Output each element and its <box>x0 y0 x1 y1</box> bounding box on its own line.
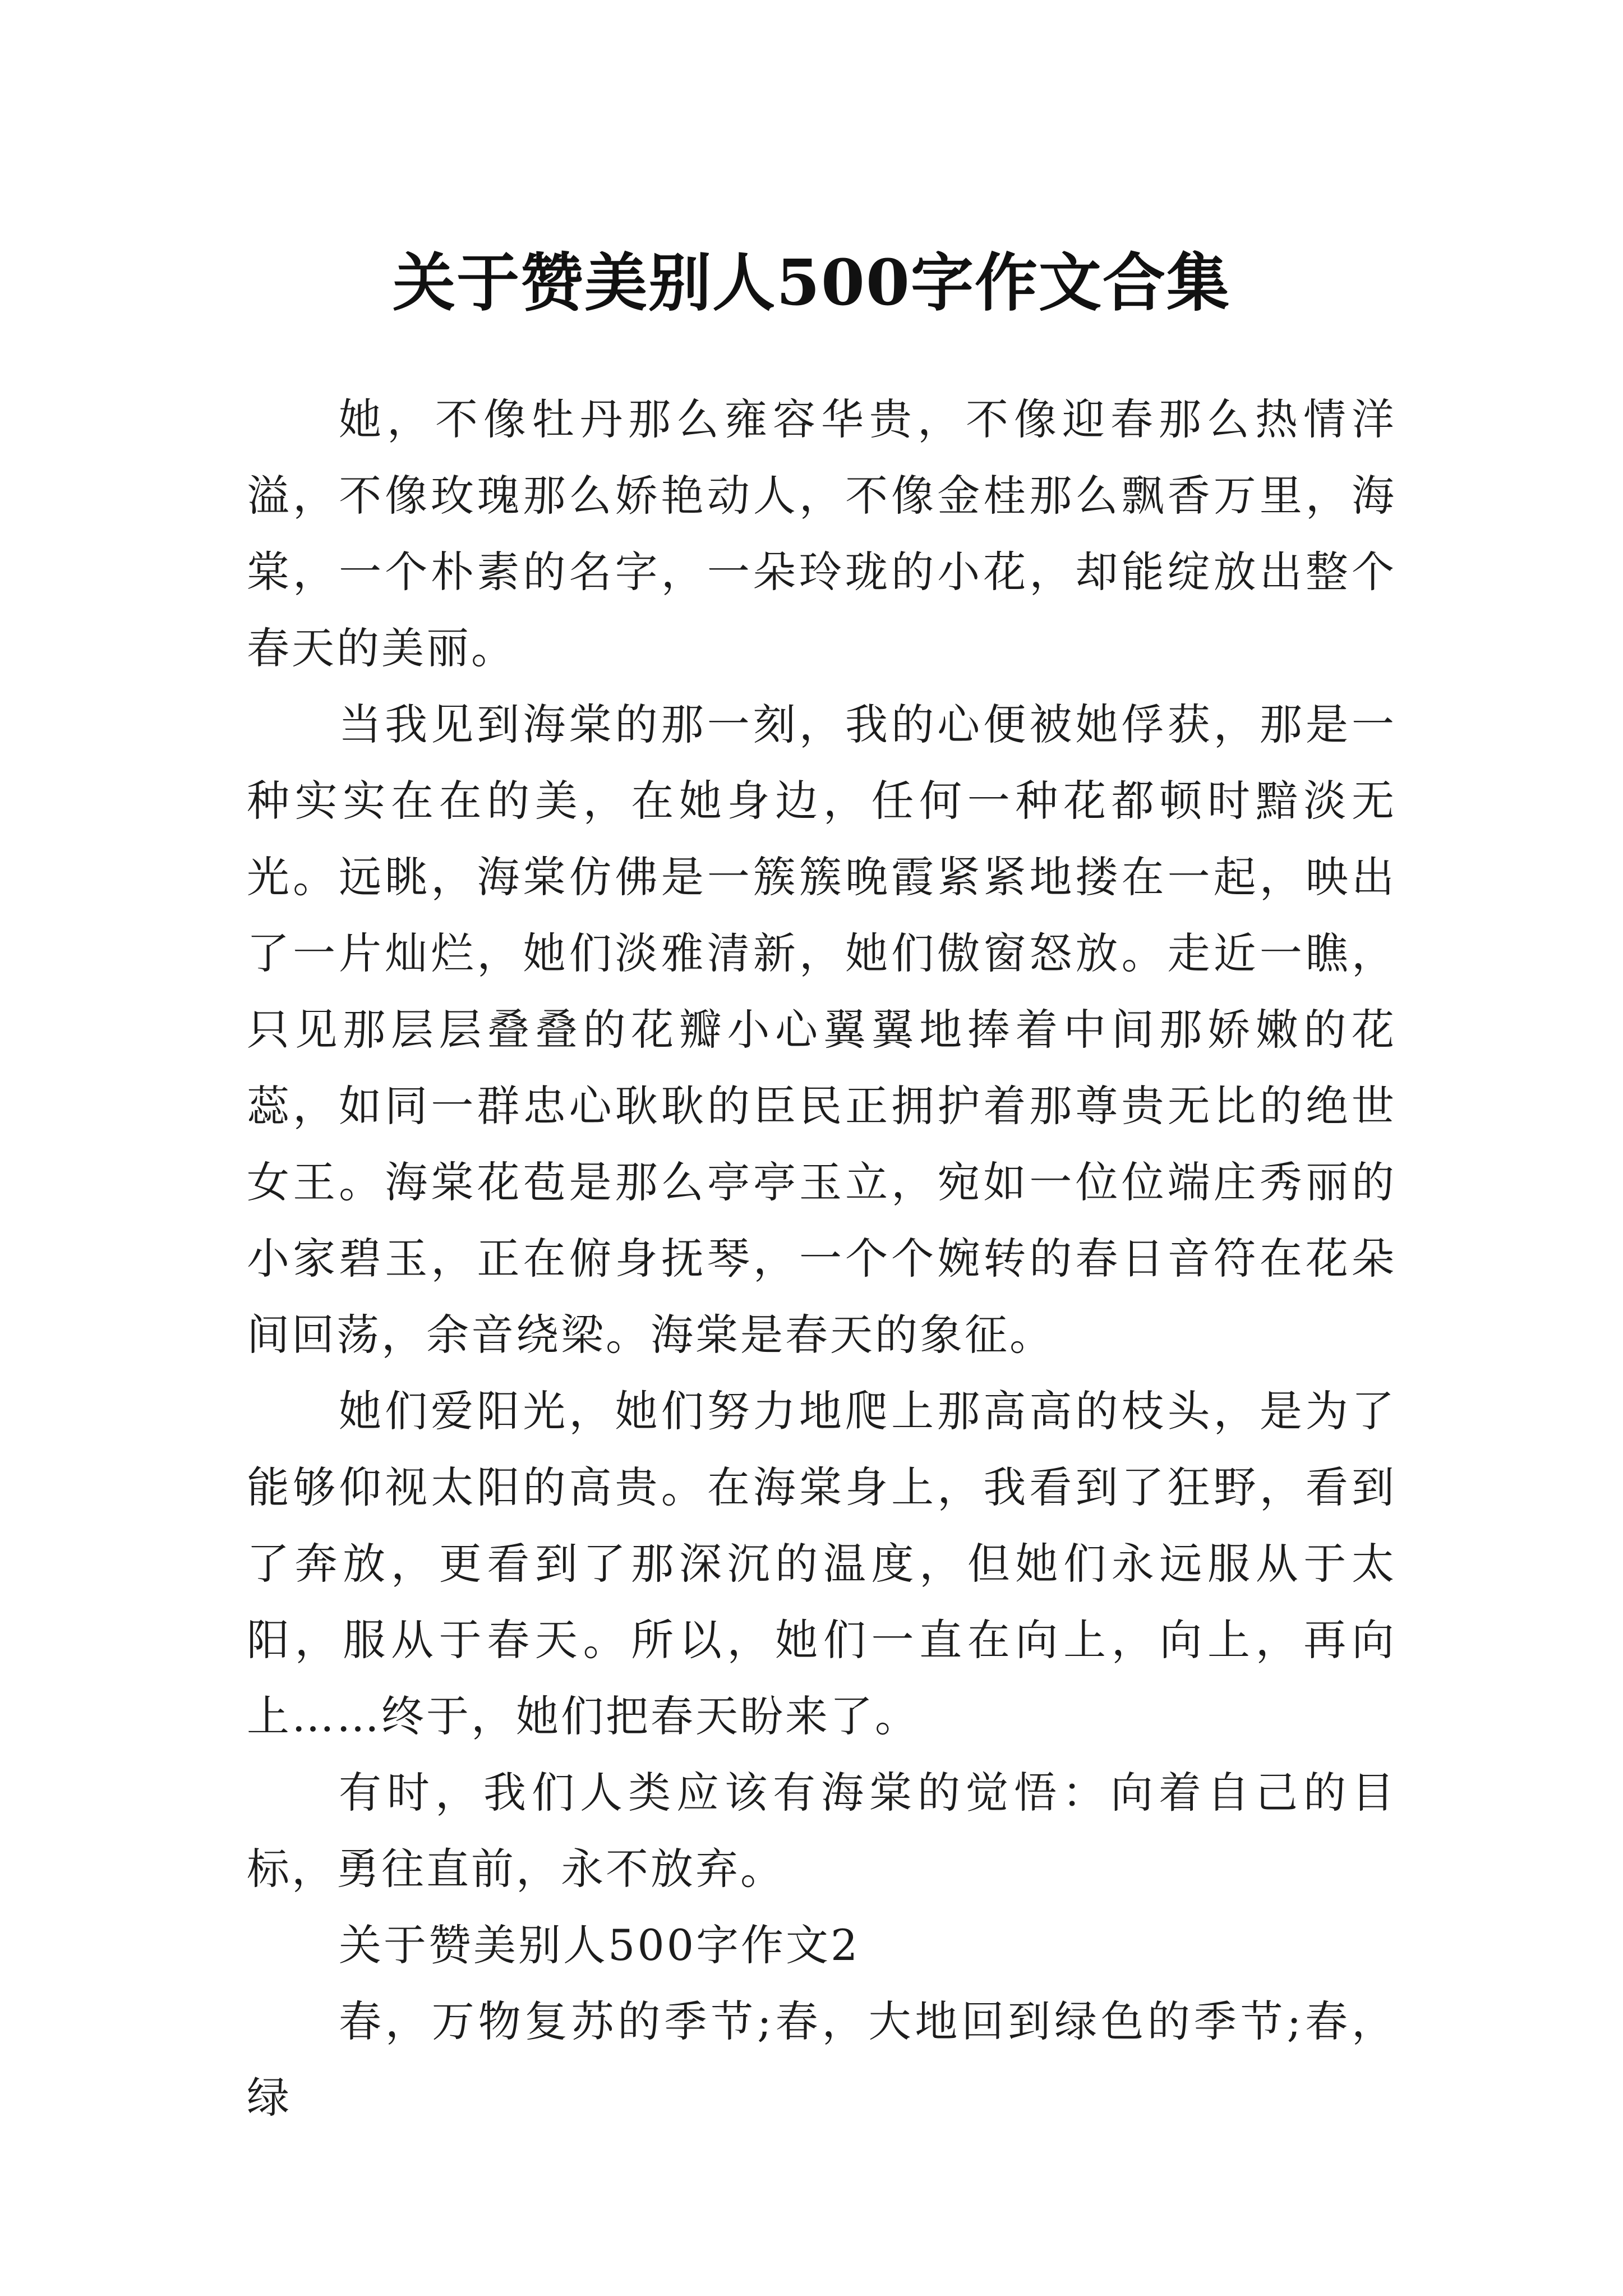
document-body <box>247 381 1396 2136</box>
paragraph-1: 她，不像牡丹那么雍容华贵，不像迎春那么热情洋溢，不像玫瑰那么娇艳动人，不像金桂那么飘香万里，海棠，一个朴素的名字，一朵玲珑的小花，却能绽放出整个春天的美丽。 <box>247 394 1396 673</box>
paragraph-3: 她们爱阳光，她们努力地爬上那高高的枝头，是为了能够仰视太阳的高贵。在海棠身上，我看到了狂野，看到了奔放，更看到了那深沉的温度，但她们永远服从于太阳，服从于春天。所以，她们一直在向上，向上，再向上……终于，她们把春天盼来了。 <box>247 1386 1396 1741</box>
paragraph-5: 春，万物复苏的季节;春，大地回到绿色的季节;春，绿 <box>247 1996 1396 2123</box>
paragraph-4: 有时，我们人类应该有海棠的觉悟：向着自己的目标，勇往直前，永不放弃。 <box>247 1768 1396 1894</box>
paragraph-2: 当我见到海棠的那一刻，我的心便被她俘获，那是一种实实在在的美，在她身边，任何一种花都顿时黯淡无光。远眺，海棠仿佛是一簇簇晚霞紧紧地搂在一起，映出了一片灿烂，她们淡雅清新，她们傲窗怒放。走近一瞧，只见那层层叠叠的花瓣小心翼翼地捧着中间那娇嫩的花蕊，如同一群忠心耿耿的臣民正拥护着那尊贵无比的绝世女王。海棠花苞是那么亭亭玉立，宛如一位位端庄秀丽的小家碧玉，正在俯身抚琴，一个个婉转的春日音符在花朵间回荡，余音绕梁。海棠是春天的象征。 <box>247 700 1396 1360</box>
section-heading-2: 关于赞美别人500字作文2 <box>339 1920 860 1970</box>
document-title: 关于赞美别人500字作文合集 <box>393 246 1230 320</box>
